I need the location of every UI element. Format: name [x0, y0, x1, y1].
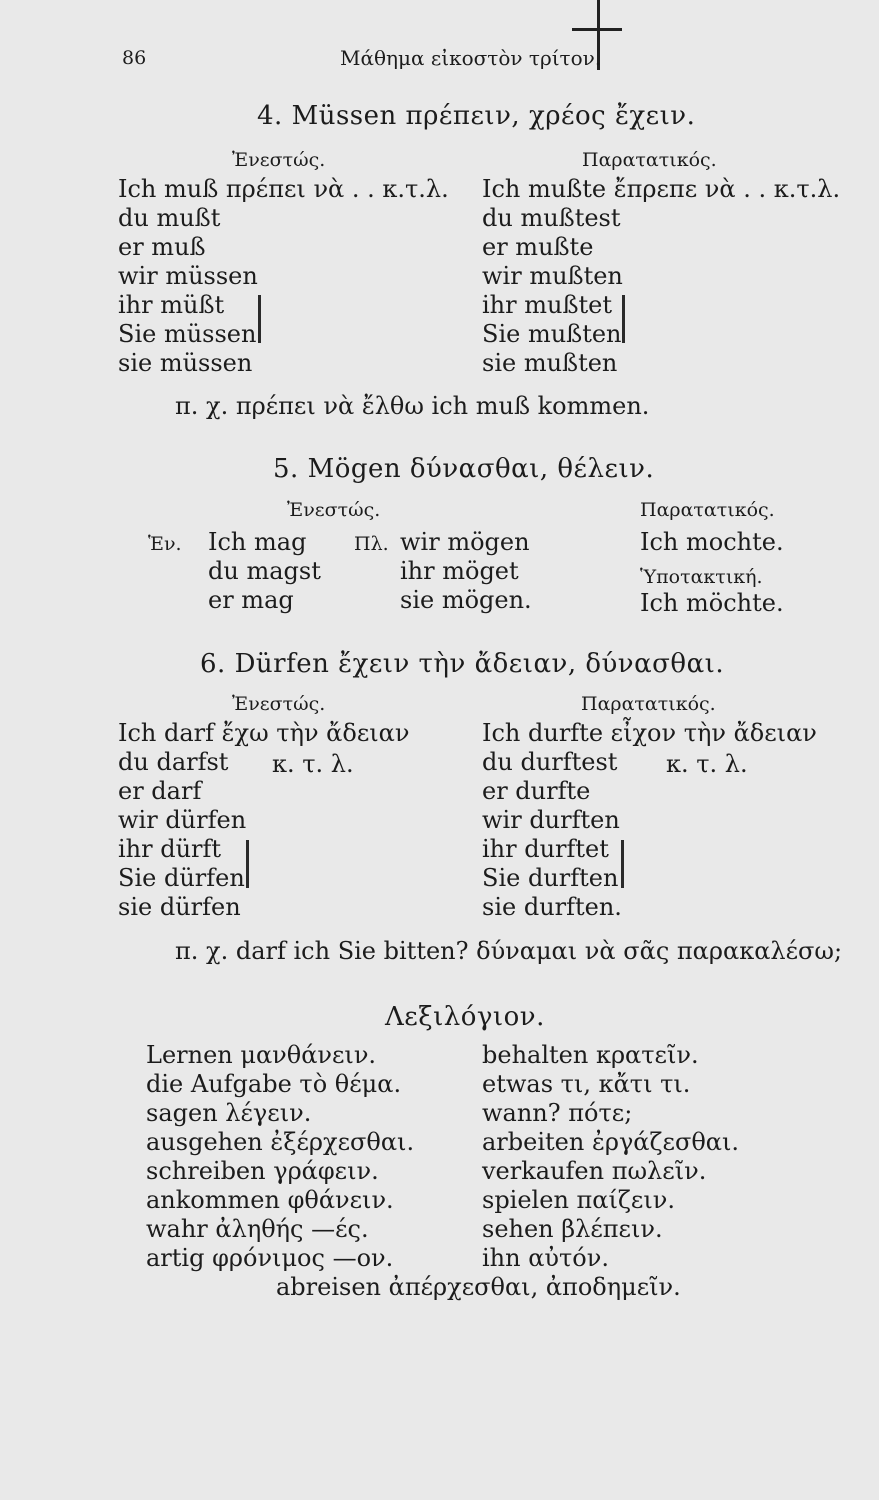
s5-present-label: Ἐνεστώς. — [287, 499, 381, 521]
s5-plural-label: Πλ. — [354, 533, 389, 555]
s6-present-ktl: κ. τ. λ. — [272, 750, 354, 778]
vocab-right-item: sehen βλέπειν. — [482, 1215, 663, 1243]
running-title: Μάθημα εἰκοστὸν τρίτον. — [340, 46, 602, 70]
s6-past-row: du durftest — [482, 748, 618, 776]
s4-present-row: sie müssen — [118, 349, 253, 377]
s4-present-row: Sie müssen — [118, 320, 257, 348]
vocab-right-item: wann? πότε; — [482, 1099, 633, 1127]
s4-present-label: Ἐνεστώς. — [232, 149, 326, 171]
page-number: 86 — [122, 47, 147, 69]
vocab-right-item: ihn αὐτόν. — [482, 1244, 609, 1272]
s6-past-row: wir durften — [482, 806, 620, 834]
s6-present-row: wir dürfen — [118, 806, 247, 834]
vocab-left-item: artig φρόνιμος —ον. — [146, 1244, 394, 1272]
s4-past-label: Παρατατικός. — [582, 149, 717, 171]
vocab-left-item: schreiben γράφειν. — [146, 1157, 379, 1185]
s4-present-row: ihr müßt — [118, 291, 225, 319]
s5-plural-row: wir mögen — [400, 528, 530, 556]
s6-present-row: du darfst — [118, 748, 229, 776]
s5-subjunctive-form: Ich möchte. — [640, 589, 784, 617]
s5-past-label: Παρατατικός. — [640, 499, 775, 521]
s5-subjunctive-label: Ὑποτακτική. — [640, 566, 763, 588]
vocab-right-item: spielen παίζειν. — [482, 1186, 675, 1214]
s6-past-row: sie durften. — [482, 893, 622, 921]
s4-example: π. χ. πρέπει νὰ ἔλθω ich muß kommen. — [175, 392, 650, 420]
vocab-right-item: behalten κρατεῖν. — [482, 1041, 699, 1069]
s4-present-row: wir müssen — [118, 262, 258, 290]
s6-past-ktl: κ. τ. λ. — [666, 750, 748, 778]
s6-present-row: Sie dürfen — [118, 864, 245, 892]
s5-past-form: Ich mochte. — [640, 528, 784, 556]
s4-present-row: er muß — [118, 233, 206, 261]
pencil-cross-mark-bar — [572, 28, 622, 31]
s5-singular-row: Ich mag — [208, 528, 307, 556]
s6-past-row: er durfte — [482, 777, 591, 805]
vocab-right-item: etwas τι, κἄτι τι. — [482, 1070, 691, 1098]
section-5-heading: 5. Mögen δύνασθαι, θέλειν. — [273, 454, 655, 484]
s6-present-label: Ἐνεστώς. — [232, 693, 326, 715]
s4-past-row: Ich mußte ἔπρεπε νὰ . . κ.τ.λ. — [482, 175, 841, 203]
s6-past-label: Παρατατικός. — [581, 693, 716, 715]
s5-singular-row: du magst — [208, 557, 321, 585]
vocab-last-item: abreisen ἀπέρχεσθαι, ἀποδημεῖν. — [276, 1273, 681, 1301]
s4-past-row: du mußtest — [482, 204, 621, 232]
s5-singular-label: Ἑν. — [148, 533, 182, 555]
s4-present-row: du mußt — [118, 204, 221, 232]
s5-singular-row: er mag — [208, 586, 294, 614]
s6-present-row: Ich darf ἔχω τὴν ἄδειαν — [118, 719, 410, 747]
s6-present-row: ihr dürft — [118, 835, 222, 863]
vocab-left-item: ausgehen ἐξέρχεσθαι. — [146, 1128, 415, 1156]
s6-present-row: sie dürfen — [118, 893, 241, 921]
s4-past-row: Sie mußten — [482, 320, 622, 348]
vocab-right-item: verkaufen πωλεῖν. — [482, 1157, 707, 1185]
s6-example: π. χ. darf ich Sie bitten? δύναμαι νὰ σᾶς παρακαλέσω; — [175, 937, 843, 965]
s4-past-row: er mußte — [482, 233, 594, 261]
section-6-heading: 6. Dürfen ἔχειν τὴν ἄδειαν, δύνασθαι. — [200, 649, 725, 679]
vocab-left-item: wahr ἀληθής —ές. — [146, 1215, 369, 1243]
s4-present-row: Ich muß πρέπει νὰ . . κ.τ.λ. — [118, 175, 449, 203]
vocab-left-item: ankommen φθάνειν. — [146, 1186, 394, 1214]
s4-past-row: ihr mußtet — [482, 291, 612, 319]
s6-present-row: er darf — [118, 777, 202, 805]
s5-plural-row: sie mögen. — [400, 586, 532, 614]
s4-past-row: wir mußten — [482, 262, 623, 290]
s6-past-row: Sie durften — [482, 864, 619, 892]
vocab-heading: Λεξιλόγιον. — [385, 1002, 545, 1032]
brace-mark — [622, 295, 625, 343]
s4-past-row: sie mußten — [482, 349, 618, 377]
brace-mark — [246, 840, 249, 888]
brace-mark — [621, 840, 624, 888]
brace-mark — [258, 295, 261, 343]
s5-plural-row: ihr möget — [400, 557, 519, 585]
s6-past-row: Ich durfte εἶχον τὴν ἄδειαν — [482, 719, 817, 747]
vocab-right-item: arbeiten ἐργάζεσθαι. — [482, 1128, 740, 1156]
vocab-left-item: die Aufgabe τὸ θέμα. — [146, 1070, 402, 1098]
section-4-heading: 4. Müssen πρέπειν, χρέος ἔχειν. — [257, 101, 696, 131]
vocab-left-item: sagen λέγειν. — [146, 1099, 312, 1127]
s6-past-row: ihr durftet — [482, 835, 609, 863]
vocab-left-item: Lernen μανθάνειν. — [146, 1041, 377, 1069]
